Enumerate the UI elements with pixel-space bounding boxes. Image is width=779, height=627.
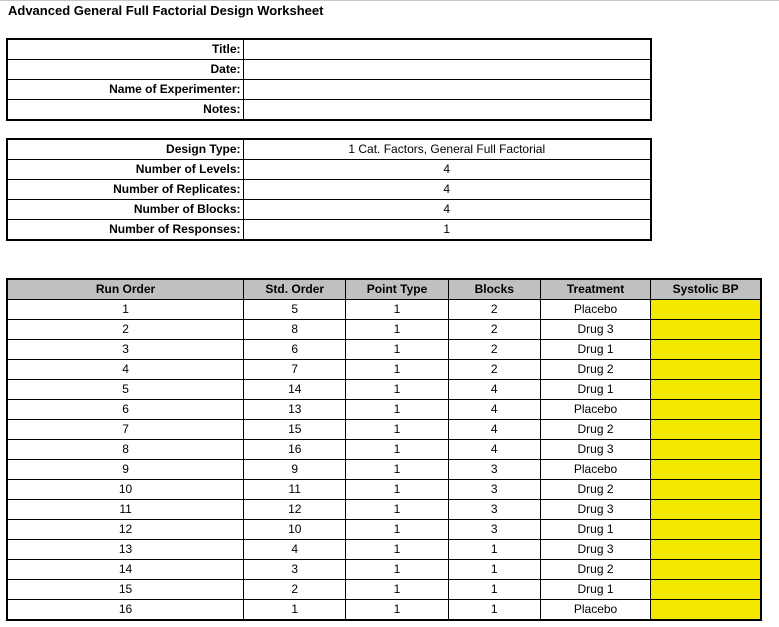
blocks-cell: 1 (448, 560, 540, 580)
systolic-bp-cell[interactable] (651, 540, 761, 560)
treatment-cell: Placebo (540, 400, 650, 420)
run-order-cell: 15 (7, 580, 244, 600)
table-row (7, 400, 761, 420)
run-table (6, 278, 762, 621)
systolic-bp-cell[interactable] (651, 460, 761, 480)
systolic-bp-cell[interactable] (651, 320, 761, 340)
treatment-cell: Drug 1 (540, 340, 650, 360)
column-header: Blocks (448, 279, 540, 300)
systolic-bp-cell[interactable] (651, 500, 761, 520)
run-order-cell: 3 (7, 340, 244, 360)
treatment-cell: Drug 3 (540, 500, 650, 520)
meta-row-value[interactable] (243, 80, 651, 100)
std-order-cell: 14 (244, 380, 346, 400)
std-order-cell: 11 (244, 480, 346, 500)
table-row (7, 460, 761, 480)
column-header: Run Order (7, 279, 244, 300)
treatment-cell: Drug 3 (540, 540, 650, 560)
meta-row (7, 60, 651, 80)
metadata-table (6, 38, 652, 121)
design-row-value[interactable]: 1 Cat. Factors, General Full Factorial (243, 139, 651, 160)
meta-row-label: Date: (7, 60, 243, 80)
point-type-cell: 1 (346, 520, 448, 540)
design-row (7, 220, 651, 241)
std-order-cell: 7 (244, 360, 346, 380)
systolic-bp-cell[interactable] (651, 340, 761, 360)
treatment-cell: Placebo (540, 600, 650, 621)
run-order-cell: 16 (7, 600, 244, 621)
systolic-bp-cell[interactable] (651, 520, 761, 540)
design-row (7, 180, 651, 200)
design-row-label: Number of Blocks: (7, 200, 243, 220)
table-row (7, 600, 761, 621)
systolic-bp-cell[interactable] (651, 420, 761, 440)
point-type-cell: 1 (346, 460, 448, 480)
treatment-cell: Drug 1 (540, 580, 650, 600)
design-row-label: Design Type: (7, 139, 243, 160)
systolic-bp-cell[interactable] (651, 600, 761, 621)
run-order-cell: 12 (7, 520, 244, 540)
systolic-bp-cell[interactable] (651, 480, 761, 500)
column-header: Point Type (346, 279, 448, 300)
point-type-cell: 1 (346, 320, 448, 340)
std-order-cell: 2 (244, 580, 346, 600)
std-order-cell: 10 (244, 520, 346, 540)
column-header: Treatment (540, 279, 650, 300)
std-order-cell: 3 (244, 560, 346, 580)
point-type-cell: 1 (346, 400, 448, 420)
run-order-cell: 7 (7, 420, 244, 440)
run-order-cell: 6 (7, 400, 244, 420)
systolic-bp-cell[interactable] (651, 380, 761, 400)
table-row (7, 300, 761, 320)
run-table-header-row (7, 279, 761, 300)
point-type-cell: 1 (346, 500, 448, 520)
std-order-cell: 9 (244, 460, 346, 480)
design-row (7, 160, 651, 180)
design-row-label: Number of Replicates: (7, 180, 243, 200)
meta-row (7, 100, 651, 121)
run-order-cell: 9 (7, 460, 244, 480)
design-row-label: Number of Levels: (7, 160, 243, 180)
run-order-cell: 4 (7, 360, 244, 380)
design-row-value[interactable]: 1 (243, 220, 651, 241)
treatment-cell: Drug 1 (540, 380, 650, 400)
systolic-bp-cell[interactable] (651, 360, 761, 380)
table-row (7, 560, 761, 580)
table-row (7, 340, 761, 360)
meta-row (7, 80, 651, 100)
blocks-cell: 2 (448, 340, 540, 360)
systolic-bp-cell[interactable] (651, 400, 761, 420)
std-order-cell: 15 (244, 420, 346, 440)
meta-row-label: Notes: (7, 100, 243, 121)
design-row-value[interactable]: 4 (243, 180, 651, 200)
table-row (7, 360, 761, 380)
run-order-cell: 2 (7, 320, 244, 340)
design-summary-table (6, 138, 652, 241)
blocks-cell: 1 (448, 580, 540, 600)
worksheet-title: Advanced General Full Factorial Design Worksheet (8, 3, 324, 18)
blocks-cell: 4 (448, 420, 540, 440)
run-order-cell: 13 (7, 540, 244, 560)
design-row (7, 200, 651, 220)
table-row (7, 440, 761, 460)
point-type-cell: 1 (346, 380, 448, 400)
blocks-cell: 3 (448, 460, 540, 480)
table-row (7, 480, 761, 500)
run-order-cell: 1 (7, 300, 244, 320)
run-order-cell: 8 (7, 440, 244, 460)
column-header: Std. Order (244, 279, 346, 300)
top-divider (0, 0, 779, 1)
point-type-cell: 1 (346, 560, 448, 580)
systolic-bp-cell[interactable] (651, 580, 761, 600)
meta-row (7, 39, 651, 60)
treatment-cell: Drug 2 (540, 420, 650, 440)
blocks-cell: 3 (448, 480, 540, 500)
point-type-cell: 1 (346, 440, 448, 460)
run-order-cell: 10 (7, 480, 244, 500)
std-order-cell: 16 (244, 440, 346, 460)
std-order-cell: 12 (244, 500, 346, 520)
std-order-cell: 13 (244, 400, 346, 420)
table-row (7, 380, 761, 400)
treatment-cell: Drug 1 (540, 520, 650, 540)
blocks-cell: 3 (448, 520, 540, 540)
column-header: Systolic BP (651, 279, 761, 300)
design-row-label: Number of Responses: (7, 220, 243, 241)
std-order-cell: 6 (244, 340, 346, 360)
std-order-cell: 8 (244, 320, 346, 340)
blocks-cell: 4 (448, 380, 540, 400)
blocks-cell: 1 (448, 540, 540, 560)
treatment-cell: Drug 2 (540, 560, 650, 580)
meta-row-value[interactable] (243, 60, 651, 80)
run-order-cell: 5 (7, 380, 244, 400)
point-type-cell: 1 (346, 600, 448, 621)
systolic-bp-cell[interactable] (651, 440, 761, 460)
design-row (7, 139, 651, 160)
treatment-cell: Drug 3 (540, 320, 650, 340)
design-row-value[interactable]: 4 (243, 160, 651, 180)
std-order-cell: 1 (244, 600, 346, 621)
point-type-cell: 1 (346, 580, 448, 600)
treatment-cell: Drug 2 (540, 480, 650, 500)
point-type-cell: 1 (346, 340, 448, 360)
treatment-cell: Drug 3 (540, 440, 650, 460)
table-row (7, 320, 761, 340)
meta-row-value[interactable] (243, 39, 651, 60)
blocks-cell: 2 (448, 360, 540, 380)
blocks-cell: 2 (448, 320, 540, 340)
blocks-cell: 4 (448, 440, 540, 460)
std-order-cell: 4 (244, 540, 346, 560)
point-type-cell: 1 (346, 300, 448, 320)
blocks-cell: 1 (448, 600, 540, 621)
blocks-cell: 4 (448, 400, 540, 420)
meta-row-label: Title: (7, 39, 243, 60)
point-type-cell: 1 (346, 360, 448, 380)
meta-row-label: Name of Experimenter: (7, 80, 243, 100)
table-row (7, 420, 761, 440)
run-order-cell: 11 (7, 500, 244, 520)
blocks-cell: 2 (448, 300, 540, 320)
treatment-cell: Placebo (540, 300, 650, 320)
point-type-cell: 1 (346, 420, 448, 440)
table-row (7, 500, 761, 520)
design-row-value[interactable]: 4 (243, 200, 651, 220)
systolic-bp-cell[interactable] (651, 560, 761, 580)
blocks-cell: 3 (448, 500, 540, 520)
systolic-bp-cell[interactable] (651, 300, 761, 320)
std-order-cell: 5 (244, 300, 346, 320)
treatment-cell: Placebo (540, 460, 650, 480)
meta-row-value[interactable] (243, 100, 651, 121)
table-row (7, 580, 761, 600)
point-type-cell: 1 (346, 480, 448, 500)
table-row (7, 520, 761, 540)
run-order-cell: 14 (7, 560, 244, 580)
point-type-cell: 1 (346, 540, 448, 560)
table-row (7, 540, 761, 560)
treatment-cell: Drug 2 (540, 360, 650, 380)
